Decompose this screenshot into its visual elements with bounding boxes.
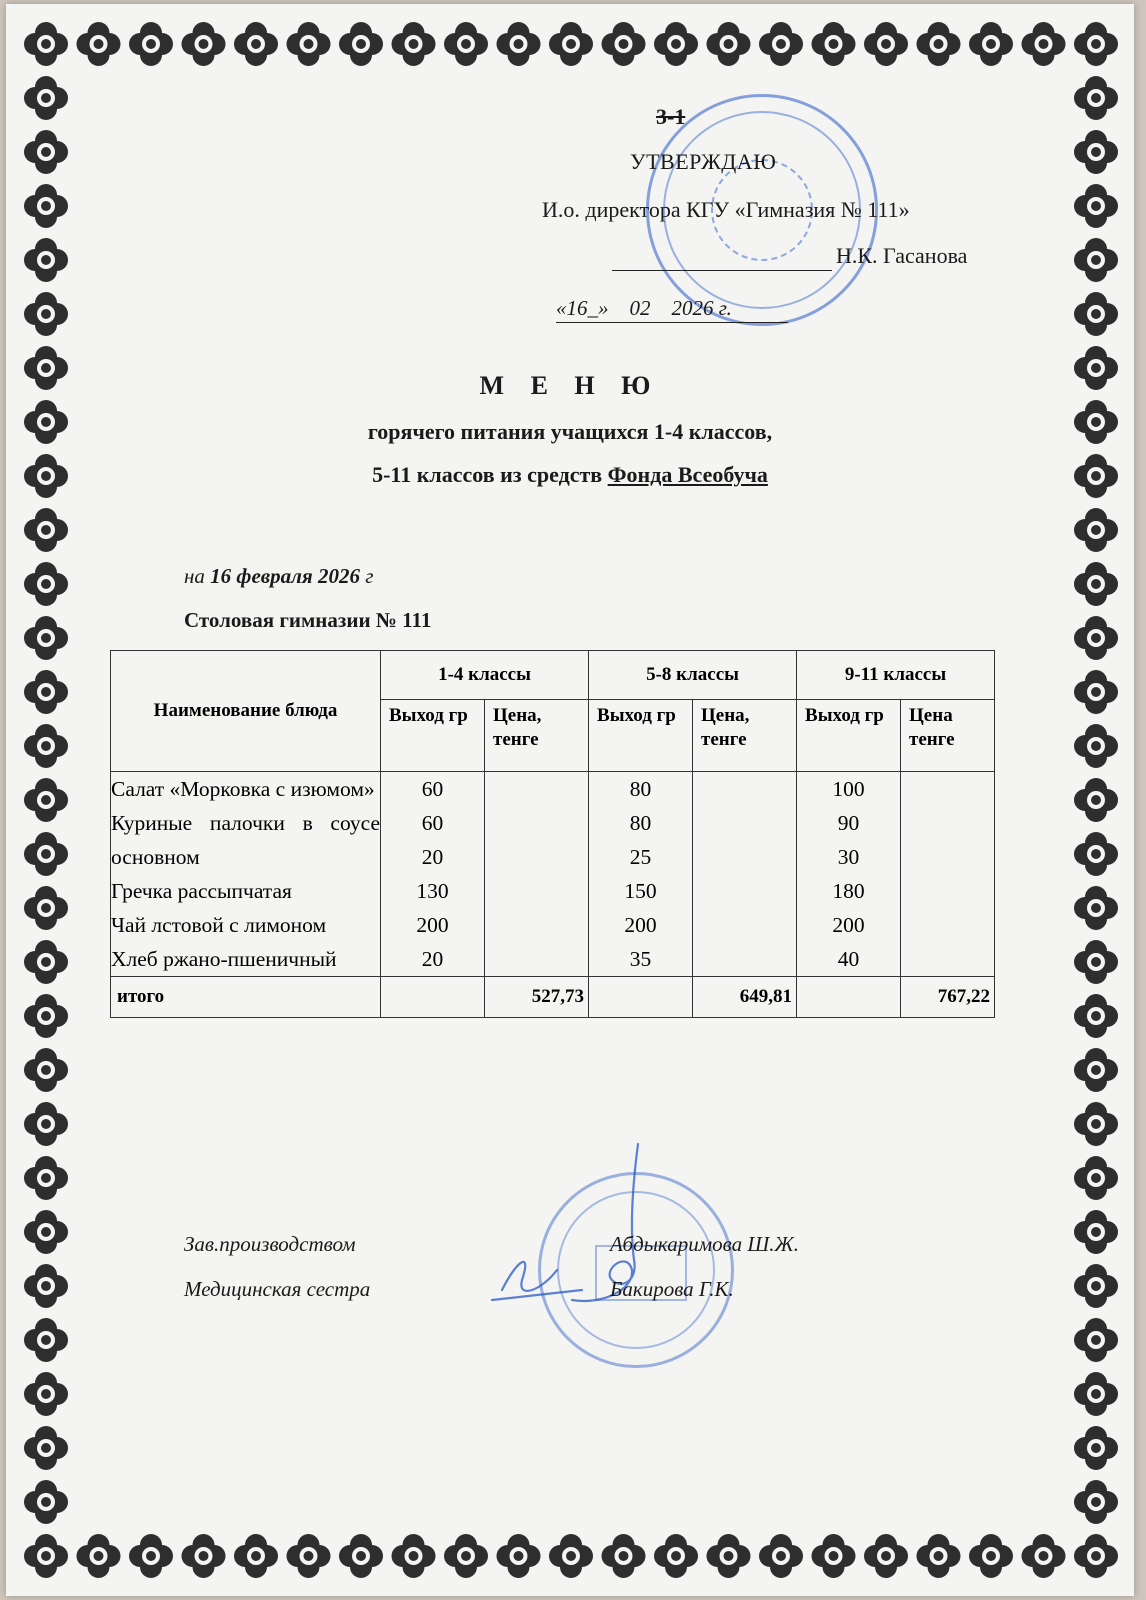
border-flower-icon bbox=[497, 1534, 541, 1578]
price-cell bbox=[485, 874, 589, 908]
yield-cell bbox=[589, 806, 693, 874]
border-flower-icon bbox=[339, 22, 383, 66]
total-empty-2 bbox=[589, 977, 693, 1018]
header-yield-9-11: Выход гр bbox=[797, 700, 901, 772]
yield-cell bbox=[381, 772, 485, 807]
header-price-1-4: Цена, тенге bbox=[485, 700, 589, 772]
border-flower-icon bbox=[1074, 778, 1118, 822]
border-flower-icon bbox=[287, 1534, 331, 1578]
border-flower-icon bbox=[77, 1534, 121, 1578]
yield-value: 130 bbox=[416, 879, 449, 903]
price-cell bbox=[693, 874, 797, 908]
border-flower-icon bbox=[1074, 670, 1118, 714]
menu-date-value: 16 февраля 2026 bbox=[210, 564, 361, 588]
border-flower-icon bbox=[1074, 886, 1118, 930]
border-flower-icon bbox=[707, 22, 751, 66]
yield-value: 20 bbox=[421, 845, 444, 869]
fund-name: Фонда Всеобуча bbox=[607, 462, 768, 487]
yield-value: 60 bbox=[421, 811, 444, 835]
price-cell bbox=[693, 772, 797, 807]
price-cell bbox=[901, 772, 995, 807]
yield-cell bbox=[589, 908, 693, 942]
document-number: 3-1 bbox=[656, 104, 686, 129]
signature-role-nurse: Медицинская сестра bbox=[184, 1277, 371, 1301]
border-flower-icon bbox=[24, 994, 68, 1038]
border-flower-icon bbox=[812, 22, 856, 66]
price-cell bbox=[693, 806, 797, 874]
border-flower-icon bbox=[129, 1534, 173, 1578]
border-flower-icon bbox=[24, 1426, 68, 1470]
director-name: Н.К. Гасанова bbox=[836, 243, 968, 268]
table-row bbox=[111, 942, 995, 977]
border-flower-icon bbox=[1074, 22, 1118, 66]
border-flower-icon bbox=[1074, 1480, 1118, 1524]
total-price-5-8: 649,81 bbox=[693, 977, 797, 1018]
dish-name bbox=[111, 806, 381, 874]
yield-cell bbox=[589, 942, 693, 977]
header-yield-5-8: Выход гр bbox=[589, 700, 693, 772]
yield-cell bbox=[589, 772, 693, 807]
approval-date-month: 02 bbox=[629, 296, 651, 320]
border-flower-icon bbox=[24, 1372, 68, 1416]
director-position: И.о. директора КГУ «Гимназия № 111» bbox=[542, 197, 910, 222]
border-flower-icon bbox=[864, 1534, 908, 1578]
menu-subtitle-line2 bbox=[6, 462, 1134, 488]
total-label: итого bbox=[111, 977, 381, 1018]
approval-date-underline bbox=[556, 322, 788, 323]
approval-date-day: «16_» bbox=[556, 296, 609, 320]
menu-subtitle-line1: горячего питания учащихся 1-4 классов, bbox=[367, 419, 773, 444]
document-sheet bbox=[6, 4, 1134, 1596]
border-flower-icon bbox=[182, 22, 226, 66]
header-price-5-8: Цена, тенге bbox=[693, 700, 797, 772]
border-flower-icon bbox=[759, 1534, 803, 1578]
border-flower-icon bbox=[24, 616, 68, 660]
border-flower-icon bbox=[1074, 76, 1118, 120]
border-flower-icon bbox=[654, 1534, 698, 1578]
border-flower-icon bbox=[917, 1534, 961, 1578]
yield-cell bbox=[797, 908, 901, 942]
yield-value: 35 bbox=[629, 947, 652, 971]
table-row bbox=[111, 806, 995, 874]
menu-date-suffix: г bbox=[360, 564, 374, 588]
yield-value: 200 bbox=[416, 913, 449, 937]
yield-cell bbox=[797, 772, 901, 807]
border-flower-icon bbox=[1074, 1426, 1118, 1470]
border-flower-icon bbox=[24, 724, 68, 768]
menu-table bbox=[110, 650, 995, 1018]
border-flower-icon bbox=[444, 22, 488, 66]
header-group-1-4: 1-4 классы bbox=[381, 651, 589, 700]
table-row bbox=[111, 874, 995, 908]
menu-subtitle-prefix: 5-11 классов из средств bbox=[372, 462, 608, 487]
price-cell bbox=[901, 908, 995, 942]
price-cell bbox=[693, 942, 797, 977]
dish-name-text: Салат «Морковка с изюмом» bbox=[111, 777, 375, 801]
border-flower-icon bbox=[24, 130, 68, 174]
header-group-5-8: 5-8 классы bbox=[589, 651, 797, 700]
border-flower-icon bbox=[24, 1480, 68, 1524]
border-flower-icon bbox=[969, 1534, 1013, 1578]
border-flower-icon bbox=[497, 22, 541, 66]
border-flower-icon bbox=[1074, 508, 1118, 552]
price-cell bbox=[901, 806, 995, 874]
border-flower-icon bbox=[24, 238, 68, 282]
border-flower-icon bbox=[24, 292, 68, 336]
border-flower-icon bbox=[339, 1534, 383, 1578]
yield-cell bbox=[381, 942, 485, 977]
border-flower-icon bbox=[129, 22, 173, 66]
border-flower-icon bbox=[234, 22, 278, 66]
yield-cell bbox=[381, 908, 485, 942]
yield-cell bbox=[797, 874, 901, 908]
border-flower-icon bbox=[1074, 238, 1118, 282]
signature-name-production: Абдыкаримова Ш.Ж. bbox=[610, 1232, 799, 1256]
border-flower-icon bbox=[1022, 1534, 1066, 1578]
yield-value: 80 bbox=[629, 811, 652, 835]
border-flower-icon bbox=[812, 1534, 856, 1578]
border-flower-icon bbox=[549, 1534, 593, 1578]
dish-name-text: Чай лстовой с лимоном bbox=[111, 913, 327, 937]
border-flower-icon bbox=[549, 22, 593, 66]
border-flower-icon bbox=[917, 22, 961, 66]
header-yield-1-4: Выход гр bbox=[381, 700, 485, 772]
border-flower-icon bbox=[1074, 1534, 1118, 1578]
yield-value: 30 bbox=[837, 845, 860, 869]
border-flower-icon bbox=[707, 1534, 751, 1578]
yield-value: 80 bbox=[629, 777, 652, 801]
price-cell bbox=[901, 942, 995, 977]
border-flower-icon bbox=[77, 22, 121, 66]
dish-name bbox=[111, 908, 381, 942]
border-flower-icon bbox=[1074, 1048, 1118, 1092]
border-flower-icon bbox=[1074, 940, 1118, 984]
border-flower-icon bbox=[24, 1156, 68, 1200]
border-flower-icon bbox=[1074, 1210, 1118, 1254]
border-flower-icon bbox=[1074, 130, 1118, 174]
price-cell bbox=[693, 908, 797, 942]
dish-name-text: Куриные палочки в соусе основном bbox=[111, 811, 380, 869]
border-flower-icon bbox=[759, 22, 803, 66]
price-cell bbox=[901, 874, 995, 908]
table-items bbox=[111, 772, 995, 977]
border-flower-icon bbox=[24, 1048, 68, 1092]
total-price-1-4: 527,73 bbox=[485, 977, 589, 1018]
border-flower-icon bbox=[24, 1102, 68, 1146]
border-flower-icon bbox=[24, 22, 68, 66]
yield-value: 100 bbox=[832, 777, 865, 801]
border-flower-icon bbox=[24, 1264, 68, 1308]
approval-heading: УТВЕРЖДАЮ bbox=[630, 149, 777, 174]
border-flower-icon bbox=[24, 508, 68, 552]
yield-cell bbox=[589, 874, 693, 908]
border-flower-icon bbox=[1074, 1372, 1118, 1416]
yield-value: 200 bbox=[832, 913, 865, 937]
yield-cell bbox=[797, 942, 901, 977]
border-flower-icon bbox=[234, 1534, 278, 1578]
dish-name-text: Хлеб ржано-пшеничный bbox=[111, 947, 337, 971]
price-cell bbox=[485, 772, 589, 807]
yield-value: 40 bbox=[837, 947, 860, 971]
border-flower-icon bbox=[1074, 724, 1118, 768]
border-flower-icon bbox=[24, 832, 68, 876]
border-flower-icon bbox=[444, 1534, 488, 1578]
dish-name bbox=[111, 874, 381, 908]
border-flower-icon bbox=[24, 940, 68, 984]
border-flower-icon bbox=[1074, 184, 1118, 228]
border-flower-icon bbox=[602, 22, 646, 66]
signature-role-production: Зав.производством bbox=[184, 1232, 356, 1256]
border-flower-icon bbox=[1074, 1102, 1118, 1146]
border-flower-icon bbox=[1074, 994, 1118, 1038]
total-empty-3 bbox=[797, 977, 901, 1018]
yield-cell bbox=[797, 806, 901, 874]
yield-value: 90 bbox=[837, 811, 860, 835]
price-cell bbox=[485, 942, 589, 977]
border-flower-icon bbox=[602, 1534, 646, 1578]
border-flower-icon bbox=[1074, 832, 1118, 876]
border-flower-icon bbox=[24, 778, 68, 822]
border-flower-icon bbox=[1074, 1264, 1118, 1308]
border-flower-icon bbox=[24, 76, 68, 120]
border-flower-icon bbox=[24, 1318, 68, 1362]
border-flower-icon bbox=[1074, 562, 1118, 606]
yield-value: 180 bbox=[832, 879, 865, 903]
border-flower-icon bbox=[24, 670, 68, 714]
border-flower-icon bbox=[24, 886, 68, 930]
border-flower-icon bbox=[182, 1534, 226, 1578]
border-flower-icon bbox=[392, 22, 436, 66]
border-flower-icon bbox=[654, 22, 698, 66]
table-header-row-groups bbox=[111, 651, 995, 700]
border-flower-icon bbox=[24, 1534, 68, 1578]
dish-name bbox=[111, 942, 381, 977]
director-signature-line bbox=[612, 270, 832, 271]
border-flower-icon bbox=[24, 1210, 68, 1254]
dish-name-text: Гречка рассыпчатая bbox=[111, 879, 292, 903]
header-group-9-11: 9-11 классы bbox=[797, 651, 995, 700]
price-cell bbox=[485, 806, 589, 874]
border-flower-icon bbox=[969, 22, 1013, 66]
price-cell bbox=[485, 908, 589, 942]
border-flower-icon bbox=[864, 22, 908, 66]
border-flower-icon bbox=[392, 1534, 436, 1578]
header-dish: Наименование блюда bbox=[111, 651, 381, 772]
yield-value: 25 bbox=[629, 845, 652, 869]
dish-name bbox=[111, 772, 381, 807]
yield-cell bbox=[381, 806, 485, 874]
menu-title: М Е Н Ю bbox=[479, 371, 661, 400]
menu-date bbox=[184, 564, 373, 589]
table-row bbox=[111, 908, 995, 942]
total-price-9-11: 767,22 bbox=[901, 977, 995, 1018]
menu-date-prefix: на bbox=[184, 564, 211, 588]
border-flower-icon bbox=[287, 22, 331, 66]
signature-name-nurse: Бакирова Г.К. bbox=[610, 1277, 734, 1301]
yield-value: 200 bbox=[624, 913, 657, 937]
border-flower-icon bbox=[1074, 1318, 1118, 1362]
approval-date-year: 2026 г. bbox=[671, 296, 732, 320]
border-flower-icon bbox=[1074, 1156, 1118, 1200]
table-row bbox=[111, 772, 995, 807]
border-flower-icon bbox=[1022, 22, 1066, 66]
yield-value: 60 bbox=[421, 777, 444, 801]
approval-date bbox=[556, 296, 732, 321]
border-flower-icon bbox=[1074, 292, 1118, 336]
border-flower-icon bbox=[24, 184, 68, 228]
yield-cell bbox=[381, 874, 485, 908]
yield-value: 20 bbox=[421, 947, 444, 971]
header-price-9-11: Цена тенге bbox=[901, 700, 995, 772]
border-flower-icon bbox=[1074, 616, 1118, 660]
canteen-name: Столовая гимназии № 111 bbox=[184, 608, 432, 632]
yield-value: 150 bbox=[624, 879, 657, 903]
total-empty-1 bbox=[381, 977, 485, 1018]
table-total-row bbox=[111, 977, 995, 1018]
border-flower-icon bbox=[24, 562, 68, 606]
